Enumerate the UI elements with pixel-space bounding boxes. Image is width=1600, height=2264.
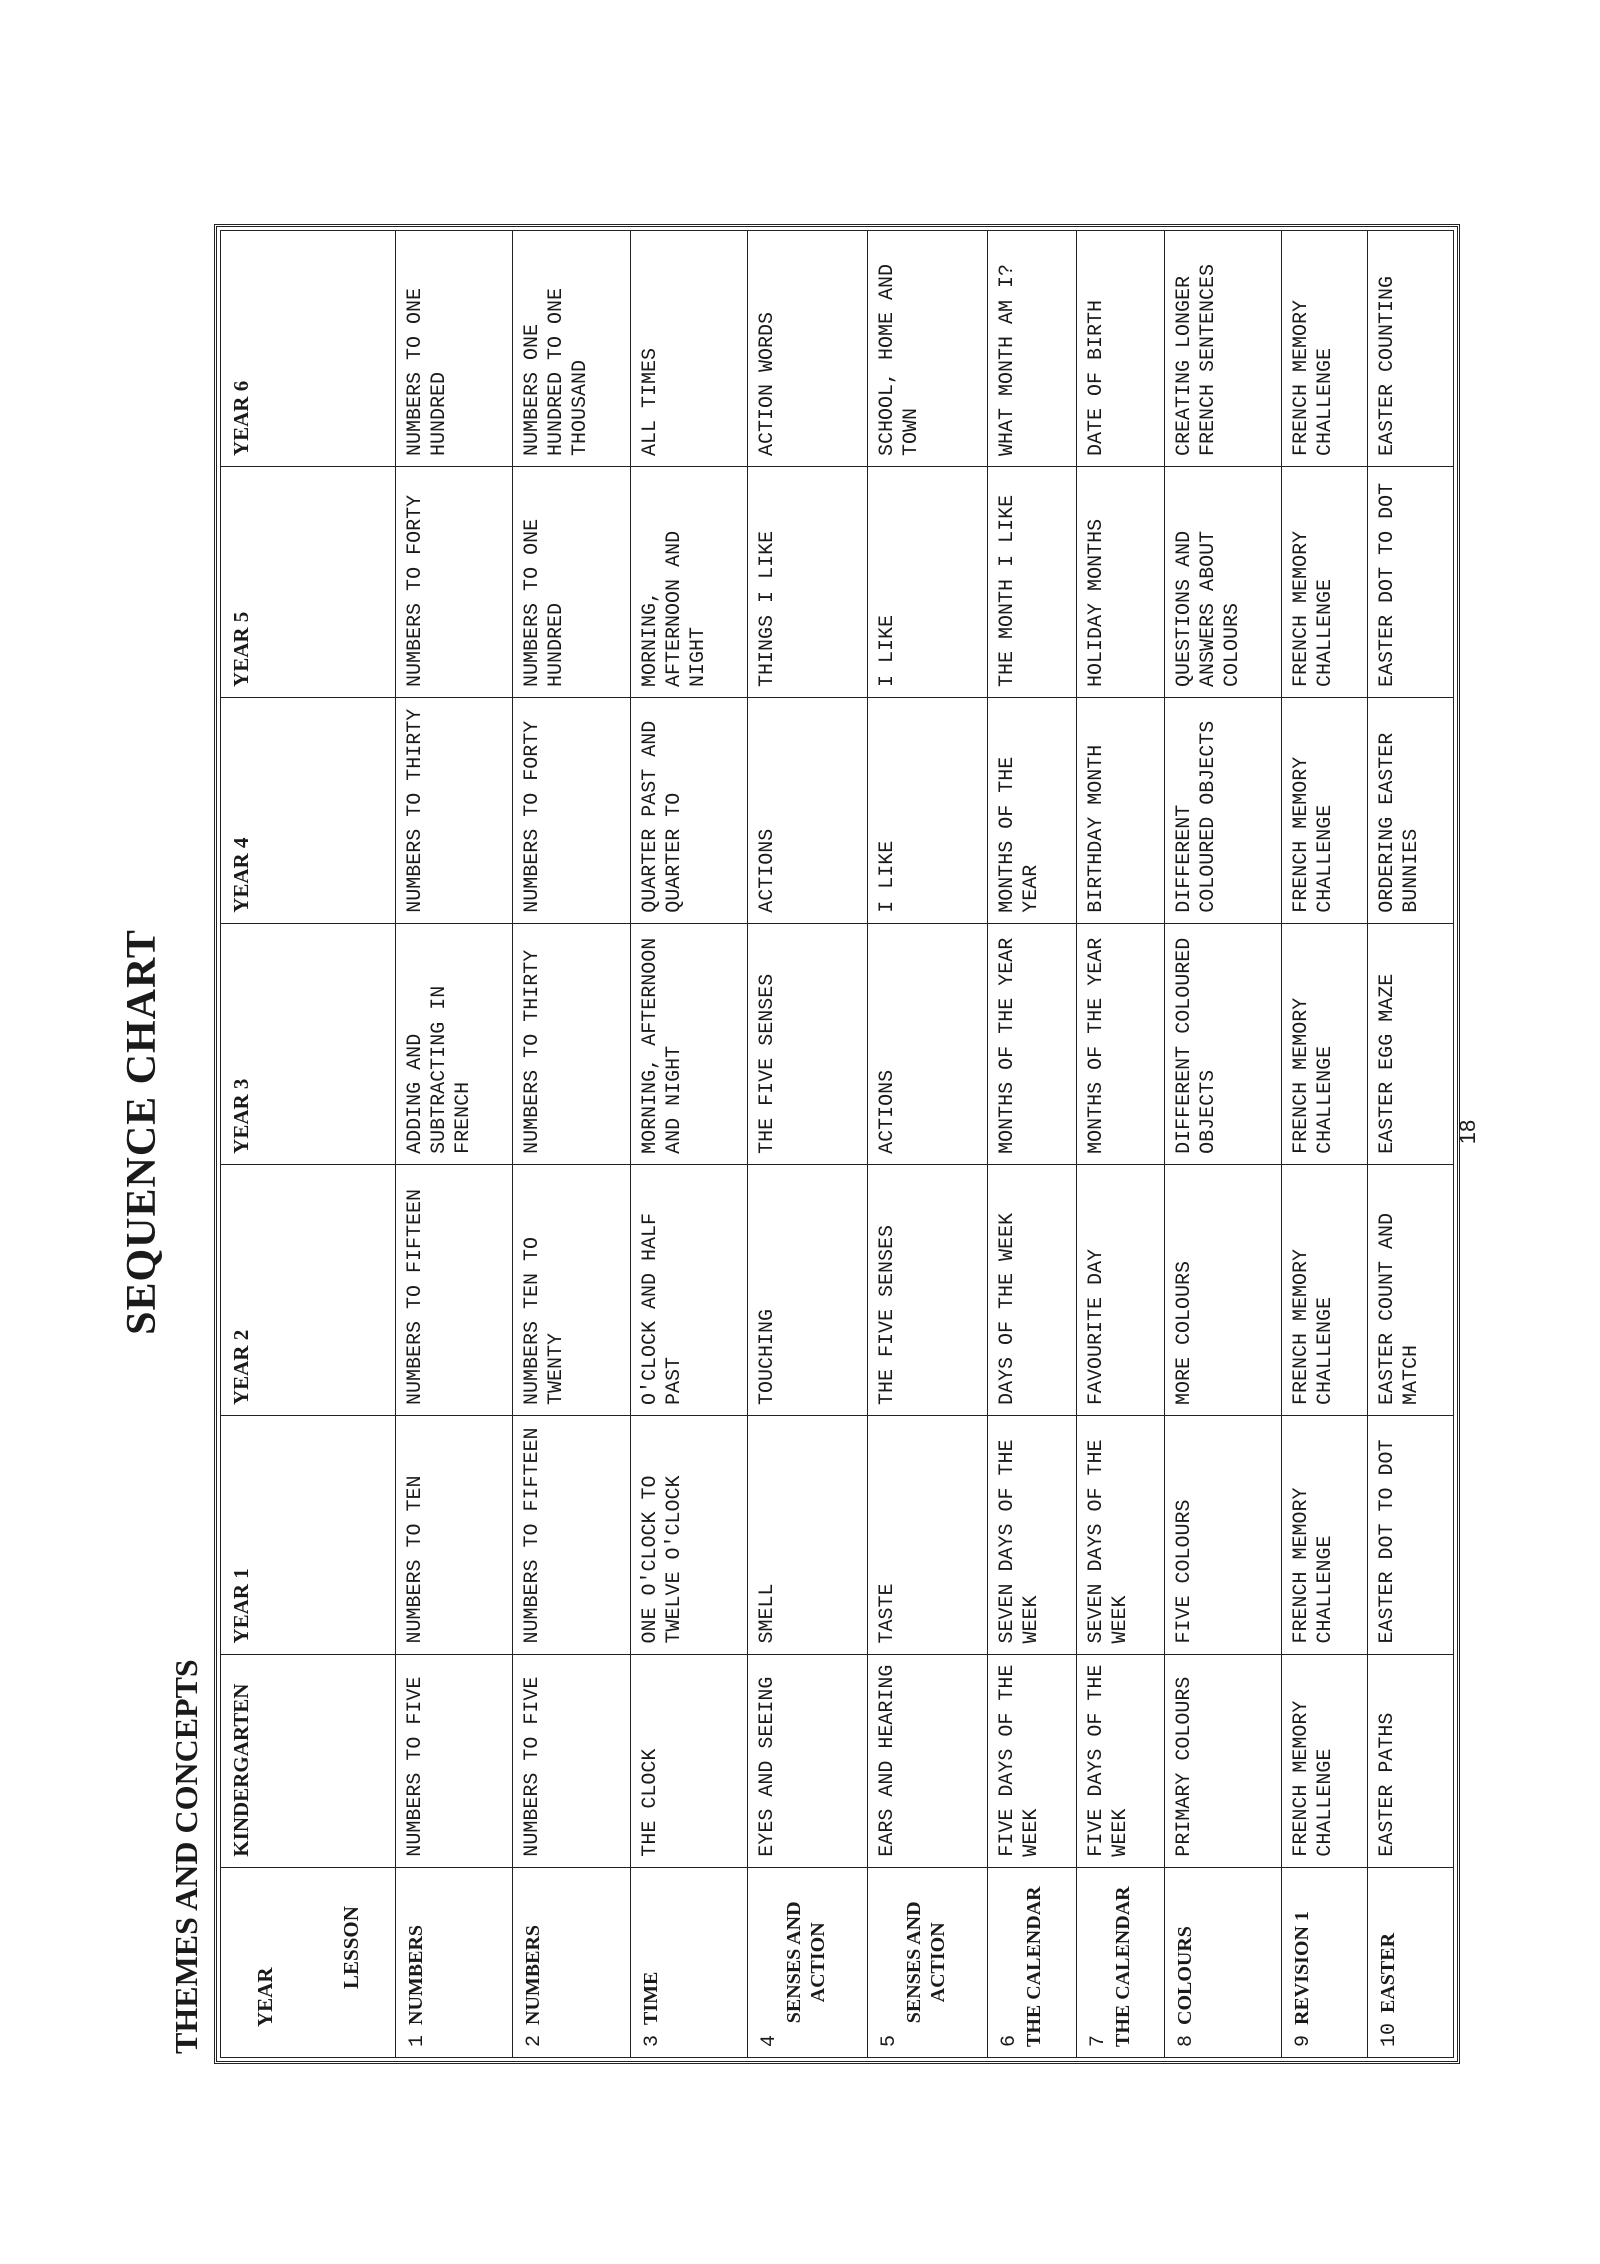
concept-cell: TASTE: [868, 1416, 988, 1655]
table-row: [988, 231, 1076, 2058]
lesson-topic-cell: [748, 1867, 868, 2057]
concept-cell: TOUCHING: [748, 1164, 868, 1415]
concept-cell: NUMBERS TO FORTY: [396, 467, 513, 698]
corner-cell: [221, 1867, 396, 2057]
concept-cell: ORDERING EASTER BUNNIES: [1368, 697, 1454, 923]
lesson-number: 4: [758, 2034, 782, 2047]
lesson-number: 3: [640, 2034, 664, 2047]
concept-cell: DIFFERENT COLOURED OBJECTS: [1165, 923, 1282, 1164]
sequence-table: [220, 230, 1454, 2058]
lesson-number: 8: [1175, 2034, 1199, 2047]
table-row: [1282, 231, 1368, 2058]
concept-cell: FAVOURITE DAY: [1076, 1164, 1164, 1415]
concept-cell: EYES AND SEEING: [748, 1654, 868, 1867]
concept-cell: HOLIDAY MONTHS: [1076, 467, 1164, 698]
column-header: YEAR 4: [221, 697, 396, 923]
concept-cell: NUMBERS TO FIVE: [396, 1654, 513, 1867]
concept-cell: I LIKE: [868, 467, 988, 698]
concept-cell: ADDING AND SUBTRACTING IN FRENCH: [396, 923, 513, 1164]
concept-cell: FIVE COLOURS: [1165, 1416, 1282, 1655]
concept-cell: MORNING, AFTERNOON AND NIGHT: [630, 923, 747, 1164]
concept-cell: NUMBERS TO ONE HUNDRED: [396, 231, 513, 467]
page-title: SEQUENCE CHART: [119, 929, 165, 1335]
concept-cell: MORNING, AFTERNOON AND NIGHT: [630, 467, 747, 698]
concept-cell: QUARTER PAST AND QUARTER TO: [630, 697, 747, 923]
concept-cell: FRENCH MEMORY CHALLENGE: [1282, 1164, 1368, 1415]
concept-cell: EASTER DOT TO DOT: [1368, 1416, 1454, 1655]
lesson-topic: EASTER: [1377, 1932, 1400, 2013]
concept-cell: NUMBERS TO FIVE: [513, 1654, 630, 1867]
concept-cell: FRENCH MEMORY CHALLENGE: [1282, 923, 1368, 1164]
concept-cell: SCHOOL, HOME AND TOWN: [868, 231, 988, 467]
concept-cell: NUMBERS ONE HUNDRED TO ONE THOUSAND: [513, 231, 630, 467]
concept-cell: EASTER EGG MAZE: [1368, 923, 1454, 1164]
lesson-topic-cell: [1076, 1867, 1164, 2057]
concept-cell: MORE COLOURS: [1165, 1164, 1282, 1415]
lesson-number: 5: [878, 2034, 902, 2047]
lesson-topic: NUMBERS: [522, 1924, 545, 2025]
concept-cell: THE FIVE SENSES: [748, 923, 868, 1164]
lesson-topic: THE CALENDAR: [1023, 1886, 1046, 2047]
lesson-topic-cell: [630, 1867, 747, 2057]
concept-cell: SMELL: [748, 1416, 868, 1655]
concept-cell: EASTER PATHS: [1368, 1654, 1454, 1867]
concept-cell: FRENCH MEMORY CHALLENGE: [1282, 697, 1368, 923]
concept-cell: NUMBERS TO ONE HUNDRED: [513, 467, 630, 698]
lesson-topic: TIME: [639, 1971, 662, 2025]
concept-cell: EARS AND HEARING: [868, 1654, 988, 1867]
concept-cell: WHAT MONTH AM I?: [988, 231, 1076, 467]
table-row: [513, 231, 630, 2058]
lesson-topic: SENSES AND ACTION: [783, 1901, 830, 2024]
lesson-topic: NUMBERS: [405, 1924, 427, 2025]
lesson-topic-cell: [1282, 1867, 1368, 2057]
concept-cell: FRENCH MEMORY CHALLENGE: [1282, 231, 1368, 467]
header-row: [221, 231, 396, 2058]
concept-cell: NUMBERS TO THIRTY: [513, 923, 630, 1164]
concept-cell: ALL TIMES: [630, 231, 747, 467]
lesson-label: LESSON: [339, 1906, 363, 1989]
concept-cell: ACTIONS: [748, 697, 868, 923]
concept-cell: DAYS OF THE WEEK: [988, 1164, 1076, 1415]
lesson-topic-cell: [988, 1867, 1076, 2057]
lesson-topic-cell: [868, 1867, 988, 2057]
concept-cell: FRENCH MEMORY CHALLENGE: [1282, 467, 1368, 698]
column-header: KINDERGARTEN: [221, 1654, 396, 1867]
concept-cell: THINGS I LIKE: [748, 467, 868, 698]
concept-cell: THE CLOCK: [630, 1654, 747, 1867]
column-header: YEAR 6: [221, 231, 396, 467]
lesson-topic: REVISION 1: [1291, 1911, 1314, 2025]
concept-cell: NUMBERS TO FIFTEEN: [396, 1164, 513, 1415]
concept-cell: NUMBERS TO THIRTY: [396, 697, 513, 923]
table-row: [396, 231, 513, 2058]
lesson-number: 6: [998, 2034, 1022, 2047]
lesson-topic: SENSES AND ACTION: [903, 1901, 950, 2024]
concept-cell: NUMBERS TEN TO TWENTY: [513, 1164, 630, 1415]
concept-cell: CREATING LONGER FRENCH SENTENCES: [1165, 231, 1282, 467]
lesson-topic-cell: [396, 1867, 513, 2057]
concept-cell: NUMBERS TO FIFTEEN: [513, 1416, 630, 1655]
table-row: [868, 231, 988, 2058]
concept-cell: EASTER DOT TO DOT: [1368, 467, 1454, 698]
concept-cell: MONTHS OF THE YEAR: [1076, 923, 1164, 1164]
page-subtitle: THEMES AND CONCEPTS: [168, 1659, 204, 2054]
year-label: YEAR: [253, 1967, 277, 2027]
concept-cell: PRIMARY COLOURS: [1165, 1654, 1282, 1867]
concept-cell: ACTIONS: [868, 923, 988, 1164]
lesson-topic: THE CALENDAR: [1111, 1886, 1134, 2047]
concept-cell: SEVEN DAYS OF THE WEEK: [1076, 1416, 1164, 1655]
lesson-topic: COLOURS: [1174, 1926, 1197, 2025]
lesson-number: 2: [523, 2034, 547, 2047]
lesson-number: 9: [1292, 2034, 1316, 2047]
column-header: YEAR 1: [221, 1416, 396, 1655]
concept-cell: ONE O'CLOCK TO TWELVE O'CLOCK: [630, 1416, 747, 1655]
concept-cell: ACTION WORDS: [748, 231, 868, 467]
lesson-number: 1: [406, 2034, 429, 2047]
concept-cell: BIRTHDAY MONTH: [1076, 697, 1164, 923]
concept-cell: THE MONTH I LIKE: [988, 467, 1076, 698]
sequence-table-frame: [214, 224, 1460, 2064]
lesson-number: 7: [1086, 2034, 1110, 2047]
table-row: [630, 231, 747, 2058]
concept-cell: NUMBERS TO TEN: [396, 1416, 513, 1655]
lesson-topic-cell: [513, 1867, 630, 2057]
concept-cell: MONTHS OF THE YEAR: [988, 697, 1076, 923]
lesson-number: 10: [1378, 2022, 1402, 2047]
concept-cell: SEVEN DAYS OF THE WEEK: [988, 1416, 1076, 1655]
table-body: [221, 231, 1454, 2058]
concept-cell: FRENCH MEMORY CHALLENGE: [1282, 1416, 1368, 1655]
concept-cell: FRENCH MEMORY CHALLENGE: [1282, 1654, 1368, 1867]
concept-cell: DIFFERENT COLOURED OBJECTS: [1165, 697, 1282, 923]
concept-cell: FIVE DAYS OF THE WEEK: [988, 1654, 1076, 1867]
column-header: YEAR 2: [221, 1164, 396, 1415]
concept-cell: DATE OF BIRTH: [1076, 231, 1164, 467]
column-header: YEAR 3: [221, 923, 396, 1164]
table-row: [1368, 231, 1454, 2058]
concept-cell: EASTER COUNT AND MATCH: [1368, 1164, 1454, 1415]
page-number: 18: [1455, 1119, 1480, 1145]
concept-cell: THE FIVE SENSES: [868, 1164, 988, 1415]
lesson-topic-cell: [1165, 1867, 1282, 2057]
concept-cell: MONTHS OF THE YEAR: [988, 923, 1076, 1164]
concept-cell: I LIKE: [868, 697, 988, 923]
concept-cell: QUESTIONS AND ANSWERS ABOUT COLOURS: [1165, 467, 1282, 698]
table-row: [1076, 231, 1164, 2058]
table-row: [748, 231, 868, 2058]
concept-cell: EASTER COUNTING: [1368, 231, 1454, 467]
concept-cell: NUMBERS TO FORTY: [513, 697, 630, 923]
concept-cell: O'CLOCK AND HALF PAST: [630, 1164, 747, 1415]
column-header: YEAR 5: [221, 467, 396, 698]
concept-cell: FIVE DAYS OF THE WEEK: [1076, 1654, 1164, 1867]
table-row: [1165, 231, 1282, 2058]
lesson-topic-cell: [1368, 1867, 1454, 2057]
